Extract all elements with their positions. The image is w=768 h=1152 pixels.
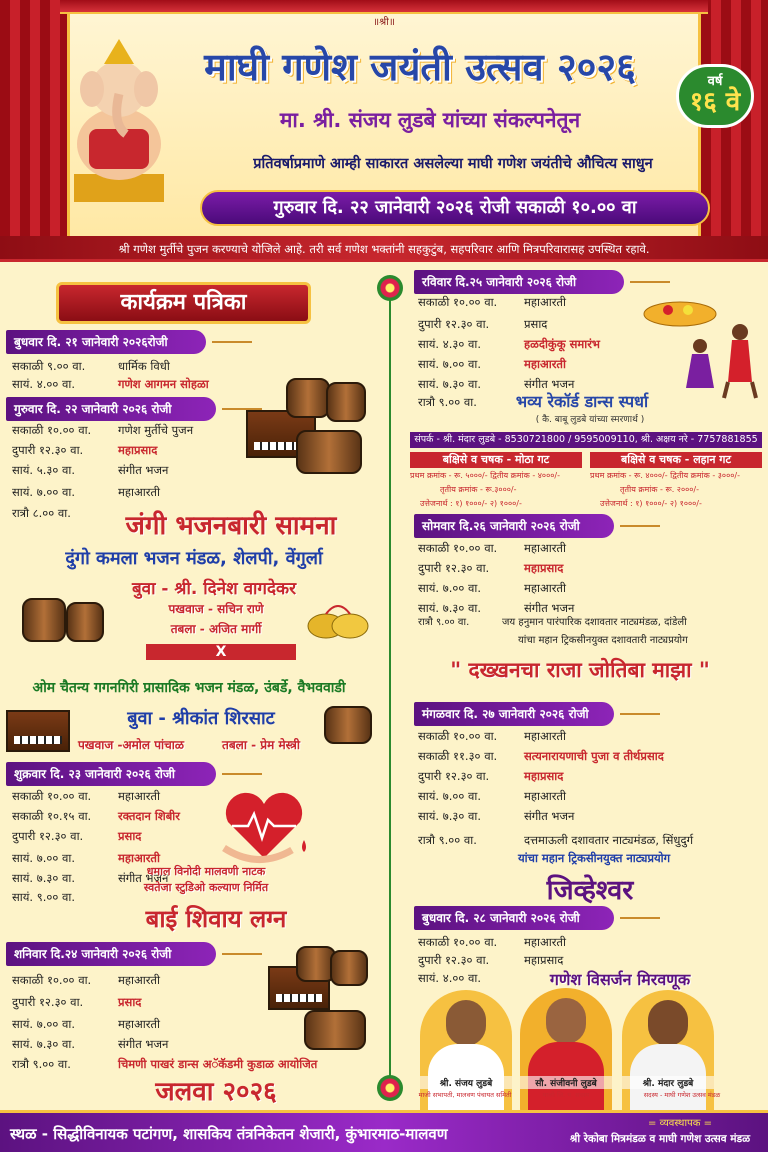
play-title: " दख्खनचा राजा जोतिबा माझा "	[450, 657, 710, 682]
tabla-1: तबला - अजित मार्गी	[170, 622, 262, 636]
buva-2: बुवा - श्रीकांत शिरसाट	[127, 708, 275, 729]
row-time: सायं. ७.०० वा.	[12, 1017, 76, 1031]
contact-strip: संपर्क - श्री. मंदार लुडबे - 8530721800 / 9595009110, श्री. अक्षय नरे - 7757881855	[410, 432, 762, 448]
row-event: संगीत भजन	[118, 463, 169, 477]
row-event: दत्तमाऊली दशावतार नाट्यमंडळ, सिंधुदुर्ग	[524, 833, 694, 847]
flower-icon	[377, 1075, 403, 1101]
schedule-row	[12, 484, 372, 501]
year-badge	[676, 64, 754, 128]
row-time: दुपारी १२.३० वा.	[12, 443, 84, 457]
bhajan-title: जंगी भजनबारी सामना	[125, 511, 337, 541]
subtitle: मा. श्री. संजय लुडबे यांच्या संकल्पनेतून	[279, 108, 581, 132]
schedule-row	[12, 358, 372, 375]
row-event: गणेश मुर्तीचे पुजन	[118, 423, 194, 437]
play-note: यांचा महान ट्रिकसीनयुक्त नाट्यप्रयोग	[518, 851, 671, 865]
row-time: सायं. ४.०० वा.	[12, 377, 76, 391]
schedule-row	[418, 614, 758, 631]
row-event: महाआरती	[118, 1017, 160, 1031]
row-event: महाआरती	[524, 581, 566, 595]
row-event: महाआरती	[118, 973, 160, 987]
row-event: महाआरती	[524, 935, 566, 949]
tabla-image	[22, 598, 66, 642]
pakhwaj-1: पखवाज - सचिन राणे	[168, 602, 264, 616]
row-event: महाआरती	[118, 789, 160, 803]
schedule-row	[418, 748, 758, 765]
row-time: सायं. ७.०० वा.	[418, 357, 482, 371]
ganesh-idol-image	[64, 34, 174, 204]
pakhwaj-2: पखवाज -अमोल पांचाळ	[77, 738, 184, 752]
row-event: महाआरती	[524, 789, 566, 803]
row-time: सायं. ७.०० वा.	[12, 851, 76, 865]
schedule-row	[418, 580, 758, 597]
day-heading: बुधवार दि. २८ जानेवारी २०२६ रोजी	[414, 906, 614, 930]
row-event: प्रसाद	[118, 829, 142, 843]
row-time: सायं. ७.३० वा.	[418, 377, 482, 391]
row-time: सकाळी १०.०० वा.	[12, 973, 92, 987]
show-title: जलवा २०२६	[155, 1077, 277, 1107]
person-role: सदस्य - माघी गणेश उत्सव मंडळ	[643, 1091, 721, 1099]
row-event: महाप्रसाद	[118, 443, 158, 457]
row-time: सायं. ९.०० वा.	[12, 890, 76, 904]
row-event: महाआरती	[524, 541, 566, 555]
schedule-row	[418, 832, 758, 849]
row-time: सायं. ७.०० वा.	[12, 485, 76, 499]
row-event: प्रसाद	[524, 317, 548, 331]
row-event: महाप्रसाद	[524, 561, 564, 575]
person-role: माजी सभापती, मालवण पंचायत समिती	[418, 1091, 512, 1099]
year-badge-number: १६ वे	[689, 87, 741, 117]
top-valance	[60, 0, 708, 14]
row-time: सायं. ५.३० वा.	[12, 463, 76, 477]
bhajan-mandal-1: दुंगो कमला भजन मंडळ, शेलपी, वेंगुर्ला	[65, 548, 323, 569]
schedule-row	[12, 1056, 372, 1073]
prize-small-line-3: उत्तेजनार्थ : १) १०००/- २) १०००/-	[600, 499, 702, 508]
person-role: माजी जि. प. सदस्य	[542, 1091, 590, 1099]
schedule-row	[12, 808, 372, 825]
schedule-row	[418, 768, 758, 785]
bhajan-mandal-2: ओम चैतन्य गगनगिरी प्रासादिक भजन मंडळ, उंबर्डे, वैभववाडी	[32, 680, 346, 696]
row-time: सायं. ७.०० वा.	[418, 789, 482, 803]
row-event: धार्मिक विधी	[118, 359, 170, 373]
row-event: महाआरती	[118, 485, 160, 499]
row-time: सायं. ७.३० वा.	[418, 601, 482, 615]
row-time: सकाळी १०.०० वा.	[418, 729, 498, 743]
visarjan-title: गणेश विसर्जन मिरवणूक	[549, 970, 691, 989]
row-time: सकाळी ११.३० वा.	[418, 749, 498, 763]
portrait-head	[546, 998, 586, 1044]
row-event: संगीत भजन	[524, 809, 575, 823]
person-name: श्री. संजय लुडबे	[420, 1076, 512, 1089]
row-event: संगीत भजन	[118, 1037, 169, 1051]
row-time: दुपारी १२.३० वा.	[418, 769, 490, 783]
row-time: सकाळी १०.१५ वा.	[12, 809, 92, 823]
row-event: महाआरती	[524, 729, 566, 743]
right-curtain	[698, 0, 768, 262]
day-heading: मंगळवार दि. २७ जानेवारी २०२६ रोजी	[414, 702, 614, 726]
row-time: सायं. ७.३० वा.	[12, 1037, 76, 1051]
row-time: सायं. ४.३० वा.	[418, 337, 482, 351]
harmonium-image	[6, 710, 70, 752]
row-time: दुपारी १२.३० वा.	[418, 953, 490, 967]
day-heading: बुधवार दि. २१ जानेवारी २०२६रोजी	[6, 330, 206, 354]
left-curtain	[0, 0, 70, 262]
row-event: हळदीकुंकू समारंभ	[524, 337, 601, 351]
schedule-row	[418, 952, 758, 969]
schedule-row	[418, 540, 758, 557]
row-time: सकाळी १०.०० वा.	[418, 935, 498, 949]
portrait-head	[446, 1000, 486, 1046]
organizer-label: = व्यवस्थापक =	[648, 1118, 712, 1129]
record-dance-subtitle: ( कै. बाबू लुडबे यांच्या स्मरणार्थ )	[535, 415, 645, 425]
drama-title: बाई शिवाय लग्न	[145, 904, 287, 933]
tabla-image	[326, 382, 366, 422]
buva-1: बुवा - श्री. दिनेश वागदेकर	[131, 579, 297, 599]
tabla-image	[66, 602, 104, 642]
row-event: महाआरती	[524, 357, 566, 371]
row-time: सकाळी ९.०० वा.	[12, 359, 86, 373]
day-heading: रविवार दि.२५ जानेवारी २०२६ रोजी	[414, 270, 624, 294]
tabla-image	[286, 378, 330, 418]
row-time: सकाळी १०.०० वा.	[418, 295, 498, 309]
row-time: रात्रौ ९.०० वा.	[418, 617, 470, 628]
prize-big-line-3: उत्तेजनार्थ : १) १०००/- २) १०००/-	[420, 499, 522, 508]
row-event: संगीत भजन	[118, 871, 169, 885]
person-name: श्री. मंदार लुडबे	[622, 1076, 714, 1089]
row-time: सकाळी १०.०० वा.	[12, 423, 92, 437]
row-time: सायं. ७.०० वा.	[418, 581, 482, 595]
play-note: यांचा महान ट्रिकसीनयुक्त दशावतारी नाट्यप्रयोग	[518, 635, 688, 646]
program-heading: कार्यक्रम पत्रिका	[56, 282, 311, 324]
shree-mark: ॥श्री॥	[373, 17, 395, 28]
day-heading: सोमवार दि.२६ जानेवारी २०२६ रोजी	[414, 514, 614, 538]
right-column	[410, 270, 762, 1102]
row-time: सकाळी १०.०० वा.	[12, 789, 92, 803]
day-heading: गुरुवार दि. २२ जानेवारी २०२६ रोजी	[6, 397, 216, 421]
prize-small-line-2: तृतीय क्रमांक - रू. २०००/-	[620, 485, 700, 494]
flower-icon	[377, 275, 403, 301]
row-time: सायं. ७.३० वा.	[418, 809, 482, 823]
row-time: रात्रौ ९.०० वा.	[418, 833, 477, 847]
row-event: संगीत भजन	[524, 601, 575, 615]
row-event: जय हनुमान पारंपारिक दशावतार नाट्यमंडळ, दांडेली	[502, 617, 687, 628]
row-time: दुपारी १२.३० वा.	[12, 829, 84, 843]
drama-line-2: स्वतेजा स्टुडिओ कल्याण निर्मित	[143, 881, 269, 894]
row-event: सत्यनारायणाची पुजा व तीर्थप्रसाद	[524, 749, 664, 763]
year-badge-label: वर्ष	[707, 74, 723, 89]
portrait-head	[648, 1000, 688, 1046]
footer	[0, 1110, 768, 1152]
row-time: सकाळी १०.०० वा.	[418, 541, 498, 555]
heart-blood-icon	[218, 790, 310, 866]
day-heading: शुक्रवार दि. २३ जानेवारी २०२६ रोजी	[6, 762, 216, 786]
row-time: सायं. ७.३० वा.	[12, 871, 76, 885]
tabla-image	[330, 950, 368, 986]
dholki-image	[324, 706, 372, 744]
cymbals-icon	[306, 596, 370, 644]
row-event: रक्तदान शिबीर	[118, 809, 180, 823]
prize-big-heading: बक्षिसे व चषक - मोठा गट	[410, 452, 582, 468]
schedule-row	[12, 788, 372, 805]
row-event: महाप्रसाद	[524, 953, 564, 967]
row-event: महाआरती	[524, 295, 566, 309]
invitation-strip: श्री गणेश मुर्तीचे पुजन करण्याचे योजिले आहे. तरी सर्व गणेश भक्तांनी सहकुटुंब, सहपरिवार आणि मित्रपरिवारासह उपस्थित रहावे.	[0, 236, 768, 262]
play-title: जिव्हेश्वर	[546, 875, 634, 906]
record-dance-title: भव्य रेकॉर्ड डान्स स्पर्धा	[515, 392, 649, 411]
schedule-row	[12, 828, 372, 845]
prize-big-line-2: तृतीय क्रमांक - रू.३०००/-	[440, 485, 517, 494]
main-date: गुरुवार दि. २२ जानेवारी २०२६ रोजी सकाळी १०.०० वा	[200, 190, 710, 226]
left-column	[6, 270, 372, 1107]
row-time: सायं. ४.०० वा.	[418, 971, 482, 985]
row-time: रात्रौ ९.०० वा.	[12, 1057, 71, 1071]
versus-mark: X	[146, 644, 296, 660]
row-time: दुपारी १२.३० वा.	[418, 317, 490, 331]
row-event: महाप्रसाद	[524, 769, 564, 783]
row-time: रात्रौ ८.०० वा.	[12, 506, 71, 520]
dholki-image	[296, 430, 362, 474]
row-event: गणेश आगमन सोहळा	[118, 377, 209, 391]
row-event: महाआरती	[118, 851, 160, 865]
schedule-row	[418, 808, 758, 825]
person-name: सौ. संजीवनी लुडबे	[520, 1076, 612, 1089]
drama-line-1: धमाल विनोदी मालवणी नाटक	[146, 865, 266, 878]
row-time: रात्रौ ९.०० वा.	[418, 395, 477, 409]
organizer-name: श्री रेकोबा मित्रमंडळ व माघी गणेश उत्सव मंडळ	[569, 1133, 751, 1145]
schedule-row	[418, 788, 758, 805]
row-time: दुपारी १२.३० वा.	[418, 561, 490, 575]
row-time: दुपारी १२.३० वा.	[12, 995, 84, 1009]
schedule-row	[418, 560, 758, 577]
header-banner	[0, 0, 768, 262]
schedule-row	[418, 728, 758, 745]
dholki-image	[304, 1010, 366, 1050]
row-event: प्रसाद	[118, 995, 142, 1009]
row-event: चिमणी पाखरं डान्स अॅकॅडमी कुडाळ आयोजित	[118, 1057, 318, 1071]
row-event: संगीत भजन	[524, 377, 575, 391]
main-title: माघी गणेश जयंती उत्सव २०२६	[204, 44, 636, 89]
dance-aarti-image	[640, 292, 760, 402]
day-heading: शनिवार दि.२४ जानेवारी २०२६ रोजी	[6, 942, 216, 966]
column-divider	[389, 280, 391, 1080]
schedule-row	[418, 934, 758, 951]
venue-text: स्थळ - सिद्धीविनायक पटांगण, शासकिय तंत्रनिकेतन शेजारी, कुंभारमाठ-मालवण	[10, 1125, 448, 1143]
prize-small-line-1: प्रथम क्रमांक - रू. ४०००/- द्वितीय क्रमांक - ३०००/-	[590, 471, 740, 480]
intro-text: प्रतिवर्षाप्रमाणे आम्ही साकारत असलेल्या माघी गणेश जयंतीचे औचित्य साधुन	[253, 156, 653, 172]
prize-small-heading: बक्षिसे व चषक - लहान गट	[590, 452, 762, 468]
prize-big-line-1: प्रथम क्रमांक - रू. ५०००/- द्वितीय क्रमांक - ४०००/-	[410, 471, 560, 480]
tabla-2: तबला - प्रेम मेस्त्री	[221, 738, 301, 752]
